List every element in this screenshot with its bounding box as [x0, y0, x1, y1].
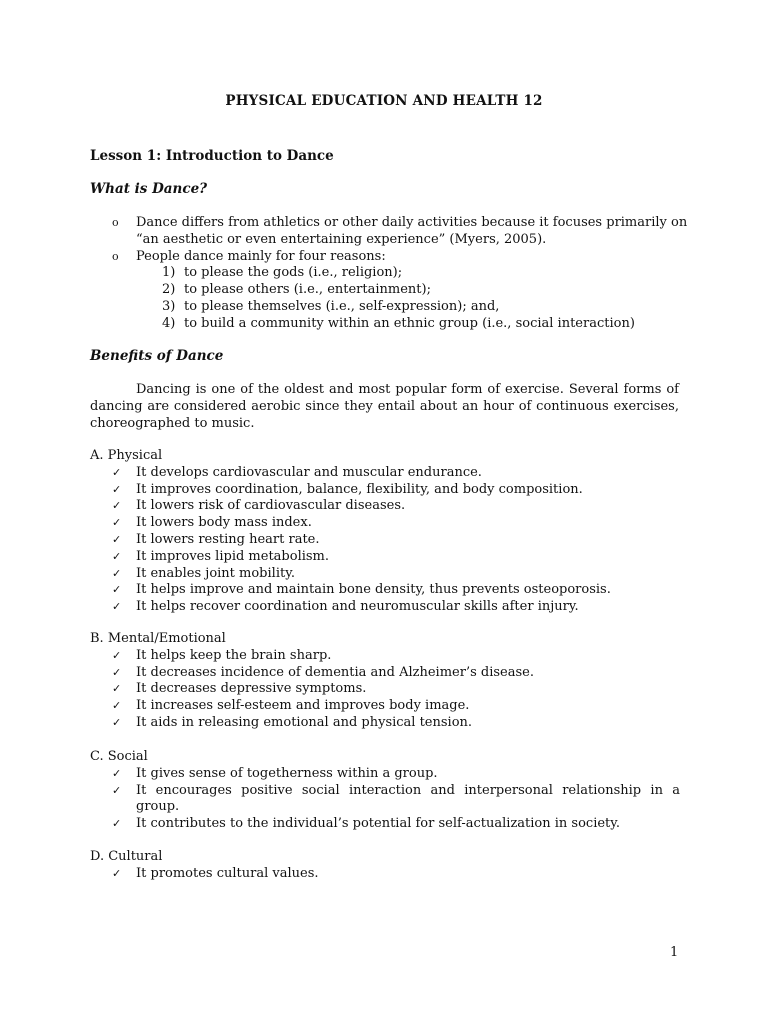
- check-mark-icon: ✓: [112, 648, 122, 662]
- list-item: [90, 582, 680, 599]
- physical-section: [90, 448, 680, 616]
- check-mark-icon: ✓: [112, 583, 122, 597]
- item-text: It lowers body mass index.: [136, 515, 312, 531]
- section-heading: C. Social: [90, 749, 148, 764]
- item-text: to build a community within an ethnic group (i.e., social interaction): [184, 315, 635, 331]
- dance-definition-list: [90, 215, 690, 333]
- item-text: It decreases depressive symptoms.: [136, 681, 367, 697]
- lesson-title: Lesson 1: Introduction to Dance: [90, 148, 334, 164]
- section-heading: B. Mental/Emotional: [90, 631, 226, 646]
- check-mark-icon: ✓: [112, 532, 122, 546]
- list-item: [90, 698, 680, 715]
- bullet-marker-icon: o: [112, 216, 119, 229]
- item-text: It gives sense of togetherness within a group.: [136, 765, 438, 781]
- bullet-marker-icon: o: [112, 249, 119, 263]
- list-item: [90, 866, 680, 883]
- item-text: It improves lipid metabolism.: [136, 548, 330, 564]
- list-item: [90, 766, 680, 783]
- check-mark-icon: ✓: [112, 600, 122, 614]
- check-mark-icon: ✓: [112, 817, 122, 831]
- list-item: [90, 549, 680, 566]
- item-text: It increases self-esteem and improves body image.: [136, 698, 470, 714]
- item-text: It promotes cultural values.: [136, 865, 319, 881]
- cultural-section: [90, 849, 680, 883]
- item-text: It aids in releasing emotional and physical tension.: [136, 714, 473, 730]
- item-text: to please others (i.e., entertainment);: [184, 282, 431, 298]
- check-mark-icon: ✓: [112, 482, 122, 496]
- item-text: to please themselves (i.e., self-expression); and,: [184, 298, 500, 314]
- list-item: [90, 681, 680, 698]
- check-mark-icon: ✓: [112, 516, 122, 530]
- check-mark-icon: ✓: [112, 766, 122, 780]
- list-item: [90, 249, 690, 266]
- list-item: [90, 215, 690, 249]
- social-section: [90, 749, 680, 833]
- list-item: [90, 816, 680, 833]
- item-text: It improves coordination, balance, flexibility, and body composition.: [136, 481, 583, 497]
- item-text: It helps improve and maintain bone density, thus prevents osteoporosis.: [136, 582, 611, 598]
- item-number: 3): [162, 298, 176, 314]
- list-item: [90, 783, 680, 817]
- mental-emotional-section: [90, 631, 680, 732]
- item-text: It contributes to the individual’s potential for self-actualization in society.: [136, 816, 621, 832]
- list-item: [162, 282, 690, 299]
- bullet-text: Dance differs from athletics or other daily activities because it focuses primarily on “an aesthetic or even entertaining experience” (Myers, 2005).: [136, 215, 688, 247]
- item-number: 4): [162, 315, 176, 331]
- list-item: [162, 265, 690, 282]
- check-mark-icon: ✓: [112, 699, 122, 713]
- section-heading: A. Physical: [90, 448, 163, 463]
- check-mark-icon: ✓: [112, 665, 122, 679]
- list-item: [90, 648, 680, 665]
- benefits-heading: Benefits of Dance: [90, 348, 224, 364]
- list-item: [90, 715, 680, 732]
- what-is-dance-heading: What is Dance?: [90, 181, 208, 197]
- item-text: It decreases incidence of dementia and Alzheimer’s disease.: [136, 664, 534, 680]
- item-text: It lowers risk of cardiovascular diseases.: [136, 498, 406, 514]
- check-mark-icon: ✓: [112, 866, 122, 880]
- list-item: [90, 599, 680, 616]
- item-text: It helps recover coordination and neuromuscular skills after injury.: [136, 599, 579, 615]
- item-text: to please the gods (i.e., religion);: [184, 265, 403, 281]
- item-text: It helps keep the brain sharp.: [136, 647, 332, 663]
- list-item: [90, 482, 680, 499]
- check-mark-icon: ✓: [112, 566, 122, 580]
- item-number: 1): [162, 265, 176, 281]
- page-number: 1: [670, 945, 679, 960]
- check-mark-icon: ✓: [112, 499, 122, 513]
- item-text: It enables joint mobility.: [136, 565, 295, 581]
- list-item: [90, 532, 680, 549]
- section-heading: D. Cultural: [90, 849, 163, 864]
- list-item: [162, 316, 690, 333]
- check-mark-icon: ✓: [112, 682, 122, 696]
- list-item: [90, 515, 680, 532]
- item-text: It develops cardiovascular and muscular endurance.: [136, 464, 482, 480]
- benefits-intro-paragraph: Dancing is one of the oldest and most popular form of exercise. Several forms of dancing are considered aerobic since they entail about an hour of continuous exercises, choreographed to music.: [90, 382, 679, 431]
- check-mark-icon: ✓: [112, 465, 122, 479]
- reasons-list: [90, 265, 690, 332]
- list-item: [90, 566, 680, 583]
- list-item: [90, 465, 680, 482]
- list-item: [90, 498, 680, 515]
- document-title: PHYSICAL EDUCATION AND HEALTH 12: [225, 93, 543, 109]
- list-item: [162, 299, 690, 316]
- item-number: 2): [162, 282, 176, 298]
- bullet-text: People dance mainly for four reasons:: [136, 248, 386, 264]
- check-mark-icon: ✓: [112, 549, 122, 563]
- check-mark-icon: ✓: [112, 783, 122, 797]
- item-text: It encourages positive social interaction and interpersonal relationship in a group.: [136, 782, 680, 815]
- check-mark-icon: ✓: [112, 715, 122, 729]
- list-item: [90, 665, 680, 682]
- item-text: It lowers resting heart rate.: [136, 531, 320, 547]
